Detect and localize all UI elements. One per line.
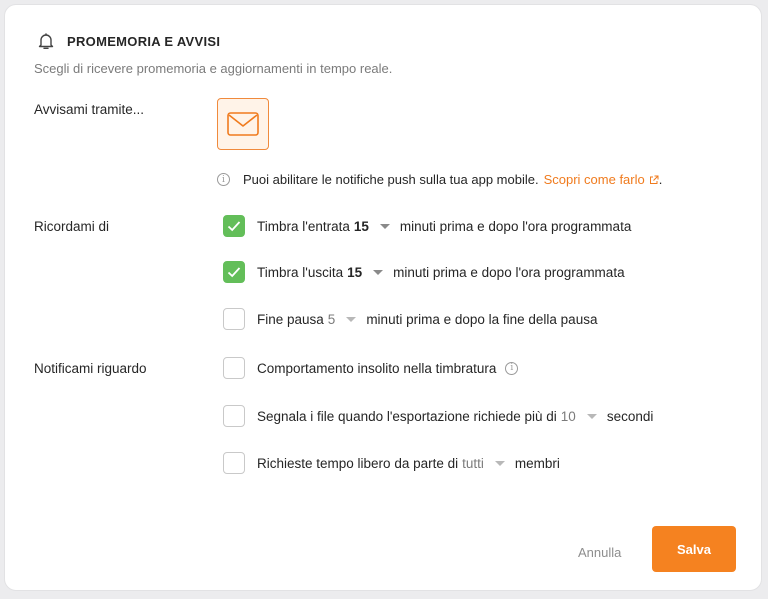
- push-info: [217, 172, 662, 187]
- save-button[interactable]: Salva: [652, 526, 736, 572]
- time-off-members-value[interactable]: tutti: [462, 455, 484, 471]
- clock-out-checkbox[interactable]: [223, 261, 245, 283]
- reminder-clock-in: [223, 215, 631, 237]
- break-end-minutes-value[interactable]: 5: [327, 311, 336, 327]
- panel-subtitle: Scegli di ricevere promemoria e aggiornamenti in tempo reale.: [34, 61, 393, 76]
- reminder-clock-out: [223, 261, 625, 283]
- break-end-checkbox[interactable]: [223, 308, 245, 330]
- break-end-label: Fine pausa: [257, 311, 324, 327]
- learn-how-link-text: Scopri come farlo: [543, 172, 645, 187]
- slow-export-suffix: secondi: [606, 408, 654, 424]
- info-icon: i: [217, 173, 230, 186]
- reminders-panel: [4, 4, 762, 591]
- notify-unusual-behavior: [223, 357, 518, 379]
- clock-in-suffix: minuti prima e dopo l'ora programmata: [399, 218, 632, 234]
- notify-slow-export: [223, 405, 653, 427]
- bell-icon: [36, 31, 56, 51]
- slow-export-seconds-dropdown-icon[interactable]: [587, 414, 597, 419]
- time-off-checkbox[interactable]: [223, 452, 245, 474]
- time-off-members-dropdown-icon[interactable]: [495, 461, 505, 466]
- panel-header: [36, 31, 220, 51]
- slow-export-label: Segnala i file quando l'esportazione richiede più di: [257, 408, 557, 424]
- remind-me-label: Ricordami di: [34, 219, 110, 234]
- reminder-break-end: [223, 308, 597, 330]
- push-info-text: Puoi abilitare le notifiche push sulla tua app mobile.: [243, 172, 539, 187]
- notify-via-label: Avvisami tramite...: [34, 102, 145, 117]
- email-channel-toggle[interactable]: [217, 98, 269, 150]
- clock-out-minutes-value[interactable]: 15: [347, 264, 363, 280]
- time-off-label: Richieste tempo libero da parte di: [257, 455, 459, 471]
- learn-how-link[interactable]: [544, 172, 659, 187]
- unusual-behavior-label: Comportamento insolito nella timbratura: [257, 360, 497, 376]
- email-icon: [227, 112, 259, 136]
- push-info-trailing: .: [658, 172, 663, 187]
- clock-in-minutes-value[interactable]: 15: [353, 218, 369, 234]
- clock-in-checkbox[interactable]: [223, 215, 245, 237]
- unusual-behavior-checkbox[interactable]: [223, 357, 245, 379]
- slow-export-seconds-value[interactable]: 10: [560, 408, 576, 424]
- break-end-suffix: minuti prima e dopo la fine della pausa: [366, 311, 598, 327]
- slow-export-checkbox[interactable]: [223, 405, 245, 427]
- time-off-suffix: membri: [514, 455, 560, 471]
- notify-time-off-requests: [223, 452, 560, 474]
- break-end-minutes-dropdown-icon[interactable]: [346, 317, 356, 322]
- clock-out-label: Timbra l'uscita: [257, 264, 344, 280]
- external-link-icon: [649, 175, 659, 185]
- clock-out-suffix: minuti prima e dopo l'ora programmata: [393, 264, 625, 280]
- cancel-button[interactable]: Annulla: [578, 545, 622, 560]
- panel-title: PROMEMORIA E AVVISI: [67, 33, 221, 49]
- info-icon[interactable]: i: [505, 362, 518, 375]
- clock-in-label: Timbra l'entrata: [257, 218, 350, 234]
- notify-about-label: Notificami riguardo: [34, 361, 147, 376]
- clock-in-minutes-dropdown-icon[interactable]: [380, 224, 390, 229]
- clock-out-minutes-dropdown-icon[interactable]: [373, 270, 383, 275]
